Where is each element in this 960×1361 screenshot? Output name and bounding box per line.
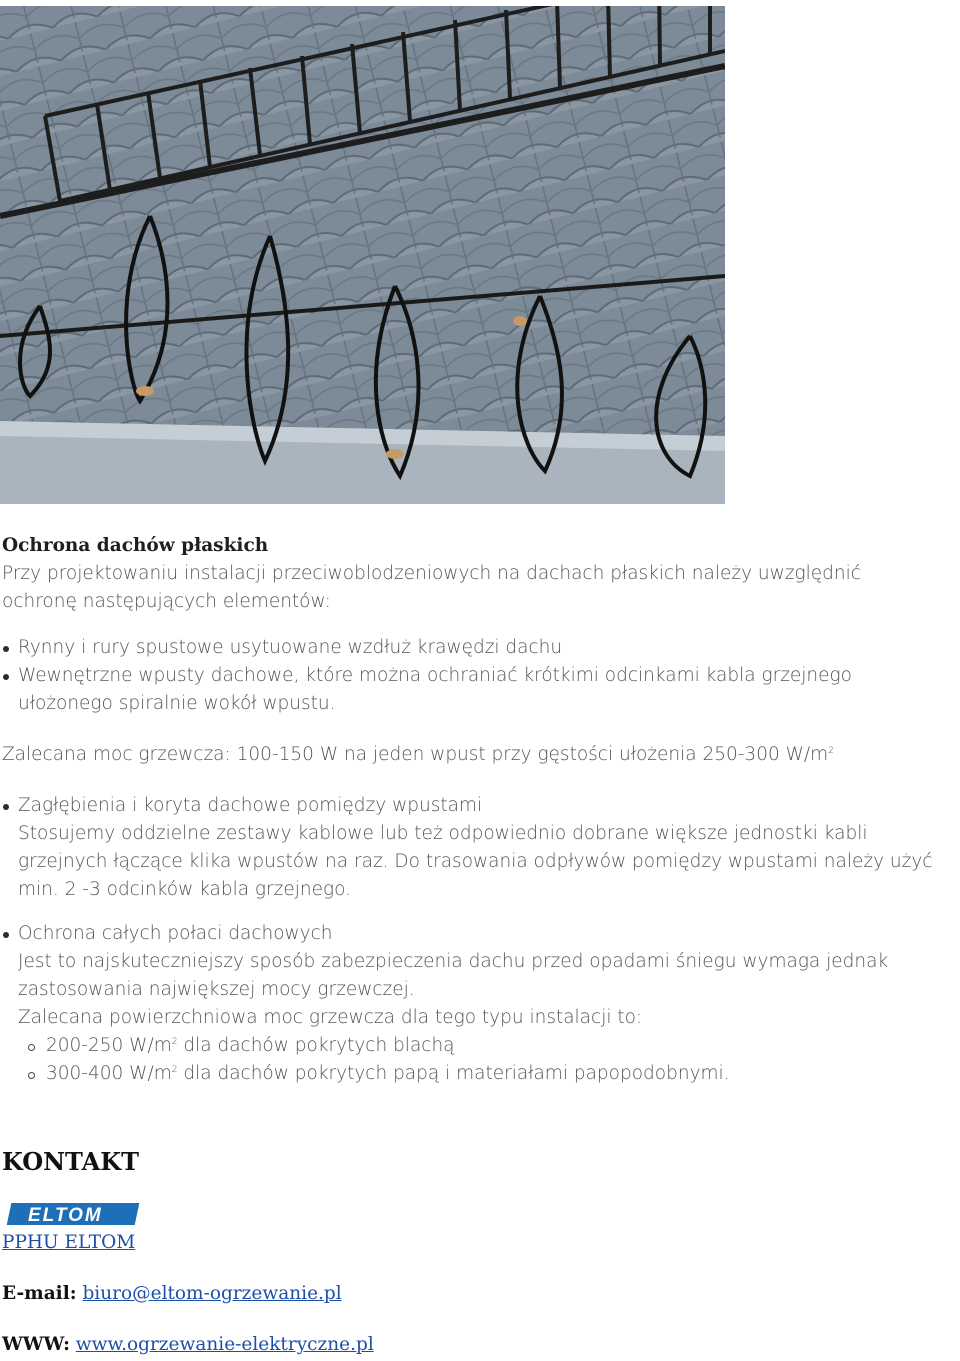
list-item-inlets-cont: ułożonego spiralnie wokół wpustu.: [18, 693, 336, 714]
contact-section: [2, 1147, 956, 1176]
bullet-list-1: [2, 634, 956, 718]
intro-line-1: Przy projektowaniu instalacji przeciwoblodzeniowych na dachach płaskich należy uwzględnić: [2, 563, 861, 584]
whole-roof-text-2: zastosowania największej mocy grzewczej.: [18, 979, 415, 1000]
sub-item-felt-sup: 2: [171, 1065, 178, 1075]
roof-heating-cable-photo: [0, 6, 725, 504]
hollows-text-1: Stosujemy oddzielne zestawy kablowe lub też odpowiednio dobrane większe jednostki kabli: [18, 823, 868, 844]
hollows-text-3: min. 2 -3 odcinków kabla grzejnego.: [18, 879, 351, 900]
list-item-hollows: Zagłębienia i koryta dachowe pomiędzy wpustami: [2, 792, 956, 820]
email-label: E-mail:: [2, 1283, 77, 1304]
www-link[interactable]: www.ogrzewanie-elektryczne.pl: [75, 1334, 374, 1355]
sub-item-metal-a: 200-250 W/m: [46, 1035, 172, 1056]
eltom-logo-text: ELTOM: [28, 1205, 103, 1226]
list-item-gutters: Rynny i rury spustowe usytuowane wzdłuż krawędzi dachu: [2, 634, 956, 662]
email-link[interactable]: biuro@eltom-ogrzewanie.pl: [82, 1283, 342, 1304]
list-item-whole-roof: Ochrona całych połaci dachowych: [2, 920, 956, 948]
flat-roof-section: [2, 532, 956, 616]
power-note-text: Zalecana moc grzewcza: 100-150 W na jeden wpust przy gęstości ułożenia 250-300 W/m: [2, 744, 829, 765]
bullet-list-2: [2, 792, 956, 904]
section-title: Ochrona dachów płaskich: [2, 535, 269, 556]
company-link[interactable]: PPHU ELTOM: [2, 1232, 136, 1253]
www-label: WWW:: [2, 1334, 70, 1355]
power-note-sup: 2: [828, 746, 834, 756]
intro-line-2: ochronę następujących elementów:: [2, 591, 331, 612]
sub-item-felt: [2, 1060, 956, 1088]
eltom-logo-icon: [4, 1200, 142, 1230]
sub-item-felt-b: dla dachów pokrytych papą i materiałami papopodobnymi.: [177, 1063, 730, 1084]
whole-roof-text-1: Jest to najskuteczniejszy sposób zabezpieczenia dachu przed opadami śniegu wymaga jednak: [18, 951, 889, 972]
sub-item-metal-b: dla dachów pokrytych blachą: [177, 1035, 455, 1056]
sub-item-metal-sup: 2: [171, 1037, 178, 1047]
list-item-inlets: Wewnętrzne wpusty dachowe, które można ochraniać krótkimi odcinkami kabla grzejnego: [2, 662, 956, 690]
sub-item-metal: [2, 1032, 956, 1060]
bullet-list-3: [2, 920, 956, 1088]
whole-roof-text-3: Zalecana powierzchniowa moc grzewcza dla tego typu instalacji to:: [18, 1007, 643, 1028]
power-note: [2, 741, 956, 769]
contact-heading: KONTAKT: [2, 1147, 139, 1176]
hollows-text-2: grzejnych łączące klika wpustów na raz. Do trasowania odpływów pomiędzy wpustami należy użyć: [18, 851, 933, 872]
sub-item-felt-a: 300-400 W/m: [46, 1063, 172, 1084]
roof-illustration: [0, 6, 725, 504]
